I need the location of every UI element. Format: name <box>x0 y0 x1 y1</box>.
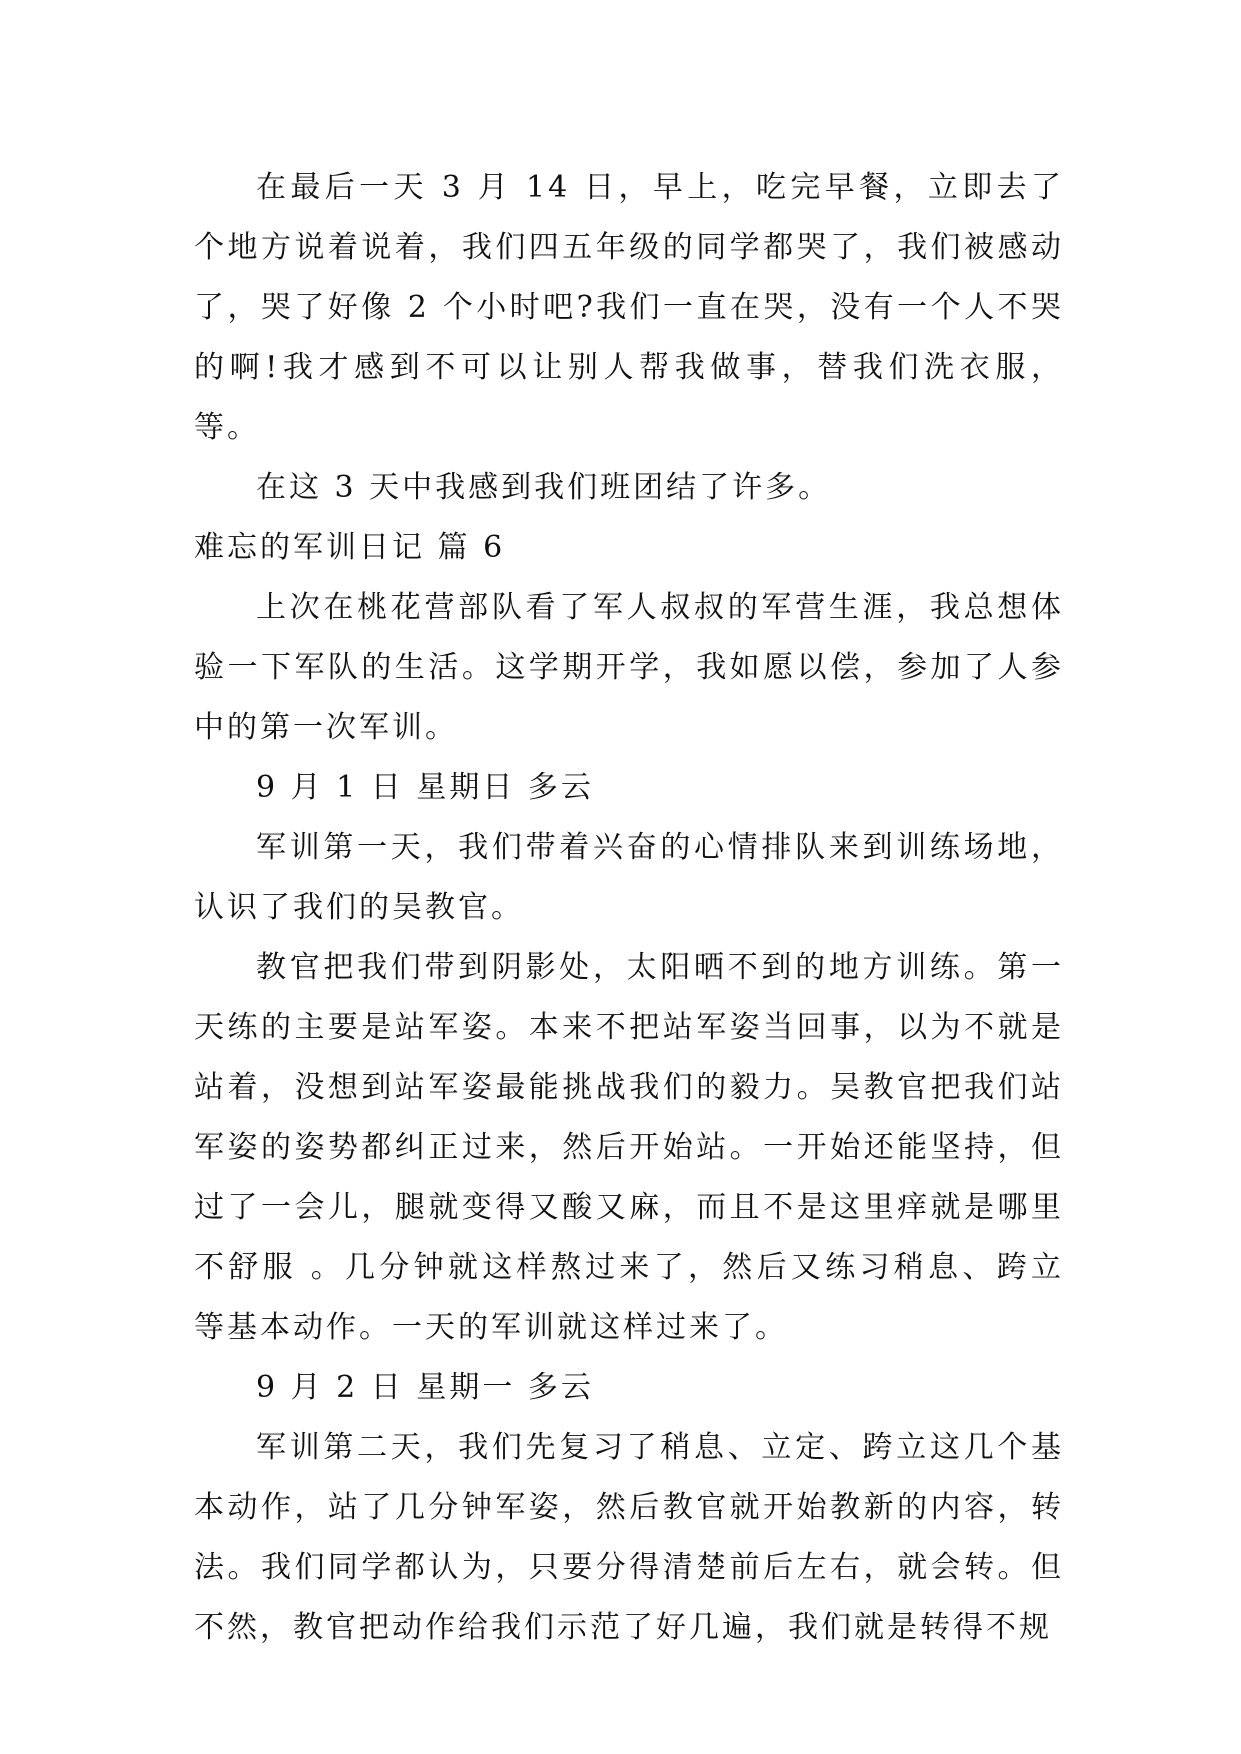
document-body <box>194 158 1064 1658</box>
paragraph: 军训第一天，我们带着兴奋的心情排队来到训练场地，认识了我们的吴教官。 <box>194 830 1064 925</box>
diary-date-line: 9 月 2 日 星期一 多云 <box>256 1370 594 1405</box>
paragraph: 军训第二天，我们先复习了稍息、立定、跨立这几个基本动作，站了几分钟军姿，然后教官就开始教新的内容，转法。我们同学都认为，只要分得清楚前后左右，就会转。但不然，教官把动作给我们示范了好几遍，我们就是转得不规 <box>194 1430 1064 1645</box>
paragraph: 上次在桃花营部队看了军人叔叔的军营生涯，我总想体验一下军队的生活。这学期开学，我如愿以偿，参加了人参中的第一次军训。 <box>194 590 1064 745</box>
paragraph: 在这 3 天中我感到我们班团结了许多。 <box>256 470 832 505</box>
paragraph: 在最后一天 3 月 14 日，早上，吃完早餐，立即去了个地方说着说着，我们四五年级的同学都哭了，我们被感动了，哭了好像 2 个小时吧?我们一直在哭，没有一个人不哭的啊!我才感到不可以让别人帮我做事，替我们洗衣服，等。 <box>194 170 1064 445</box>
diary-date-line: 9 月 1 日 星期日 多云 <box>256 770 594 805</box>
paragraph: 教官把我们带到阴影处，太阳晒不到的地方训练。第一天练的主要是站军姿。本来不把站军姿当回事，以为不就是站着，没想到站军姿最能挑战我们的毅力。吴教官把我们站军姿的姿势都纠正过来，然后开始站。一开始还能坚持，但过了一会儿，腿就变得又酸又麻，而且不是这里痒就是哪里不舒服 。几分钟就这样熬过来了，然后又练习稍息、跨立等基本动作。一天的军训就这样过来了。 <box>194 950 1064 1345</box>
section-heading: 难忘的军训日记 篇 6 <box>194 530 506 565</box>
